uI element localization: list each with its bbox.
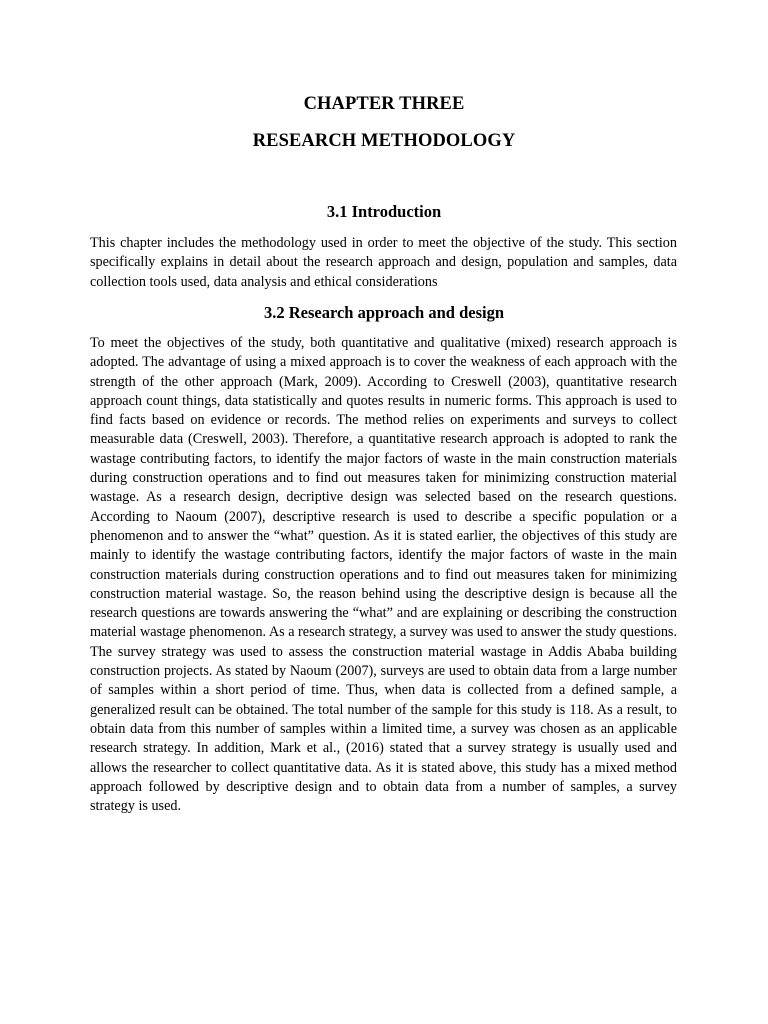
section-heading-research-approach: 3.2 Research approach and design bbox=[263, 303, 505, 322]
section-paragraph-research-approach: To meet the objectives of the study, both quantitative and qualitative (mixed) research approach is adopted. The advantage of using a mixed approach is to cover the weakness of each approach with the strength of the other approach (Mark, 2009). According to Creswell (2003), quantitative research approach count things, data statistically and quotes results in numeric forms. This approach is used to find facts based on evidence or records. The method relies on experiments and surveys to collect measurable data (Creswell, 2003). Therefore, a quantitative research approach is adopted to rank the wastage contributing factors, to identify the major factors of waste in the main construction materials during construction operations and to find out measures taken for minimizing construction material wastage. As a research design, decriptive design was selected based on the research questions. According to Naoum (2007), descriptive research is used to describe a specific population or a phenomenon and to answer the “what” question. As it is stated earlier, the objectives of this study are mainly to identify the wastage contributing factors, identify the major factors of waste in the main construction materials during construction operations and to find out measures taken for minimizing construction material wastage. So, the reason behind using the descriptive design is because all the research questions are towards answering the “what” and are explaining or describing the construction material wastage phenomenon. As a research strategy, a survey was used to answer the study questions. The survey strategy was used to assess the construction material wastage in Addis Ababa building construction projects. As stated by Naoum (2007), surveys are used to obtain data from a large number of samples within a short period of time. Thus, when data is collected from a defined sample, a generalized result can be obtained. The total number of the sample for this study is 118. As a result, to obtain data from this number of samples within a limited time, a survey was chosen as an applicable research strategy. In addition, Mark et al., (2016) stated that a survey strategy is usually used and allows the researcher to collect quantitative data. As it is stated above, this study has a mixed method approach followed by descriptive design and to obtain data from a number of samples, a survey strategy is used. bbox=[90, 335, 677, 815]
section-heading-introduction: 3.1 Introduction bbox=[326, 202, 442, 221]
chapter-label: CHAPTER THREE bbox=[303, 94, 465, 114]
chapter-title: RESEARCH METHODOLOGY bbox=[252, 131, 516, 151]
section-paragraph-introduction: This chapter includes the methodology used in order to meet the objective of the study. This section specifically explains in detail about the research approach and design, population and samples, data collection tools used, data analysis and ethical considerations bbox=[90, 235, 677, 290]
